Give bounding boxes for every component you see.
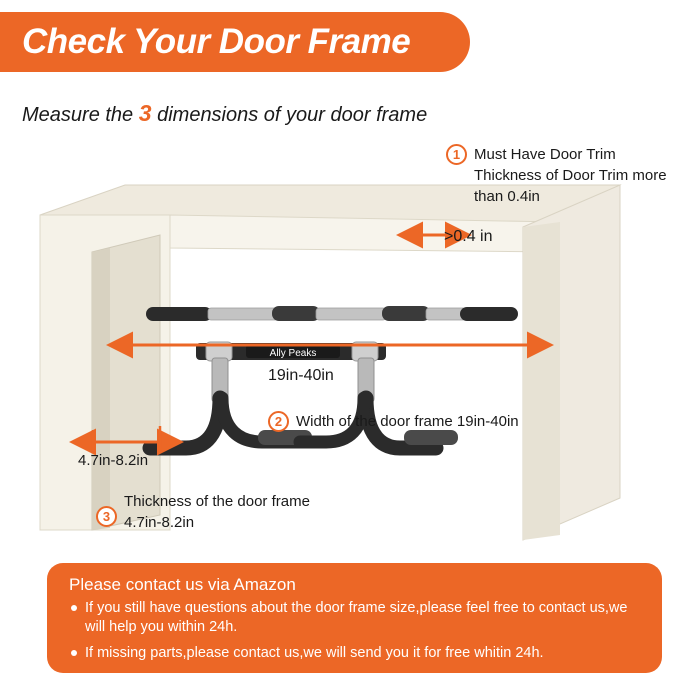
callout-marker-3: 3 — [96, 506, 117, 527]
thickness-dimension-label: 4.7in-8.2in — [78, 452, 149, 469]
callout-marker-1: 1 — [446, 144, 467, 165]
subtitle-after: dimensions of your door frame — [151, 104, 428, 126]
contact-list — [65, 599, 648, 663]
subtitle-number: 3 — [138, 100, 152, 126]
callout-text-2: Width of the door frame 19in-40in — [296, 413, 519, 430]
subtitle — [22, 100, 427, 127]
bullet-icon — [71, 650, 77, 656]
callout-text-3: Thickness of the door frame 4.7in-8.2in — [124, 493, 310, 531]
contact-panel — [47, 563, 662, 673]
contact-title: Please contact us via Amazon — [69, 575, 296, 594]
svg-text:Ally Peaks: Ally Peaks — [269, 348, 317, 359]
bullet-icon — [71, 605, 77, 611]
list-item — [65, 599, 648, 637]
page-title: Check Your Door Frame — [22, 22, 411, 61]
list-item — [65, 644, 648, 663]
header-banner — [0, 12, 470, 72]
trim-dimension-label: >0.4 in — [444, 228, 493, 245]
width-dimension-label: 19in-40in — [268, 367, 334, 384]
contact-item-text: If missing parts,please contact us,we will send you it for free whitin 24h. — [85, 645, 544, 661]
callout-text-1: Must Have Door Trim Thickness of Door Trim more than 0.4in — [474, 146, 667, 205]
contact-item-text: If you still have questions about the door frame size,please feel free to contact us,we will help you within 24h. — [85, 600, 628, 635]
callout-marker-2: 2 — [268, 411, 289, 432]
subtitle-before: Measure the — [22, 104, 139, 126]
